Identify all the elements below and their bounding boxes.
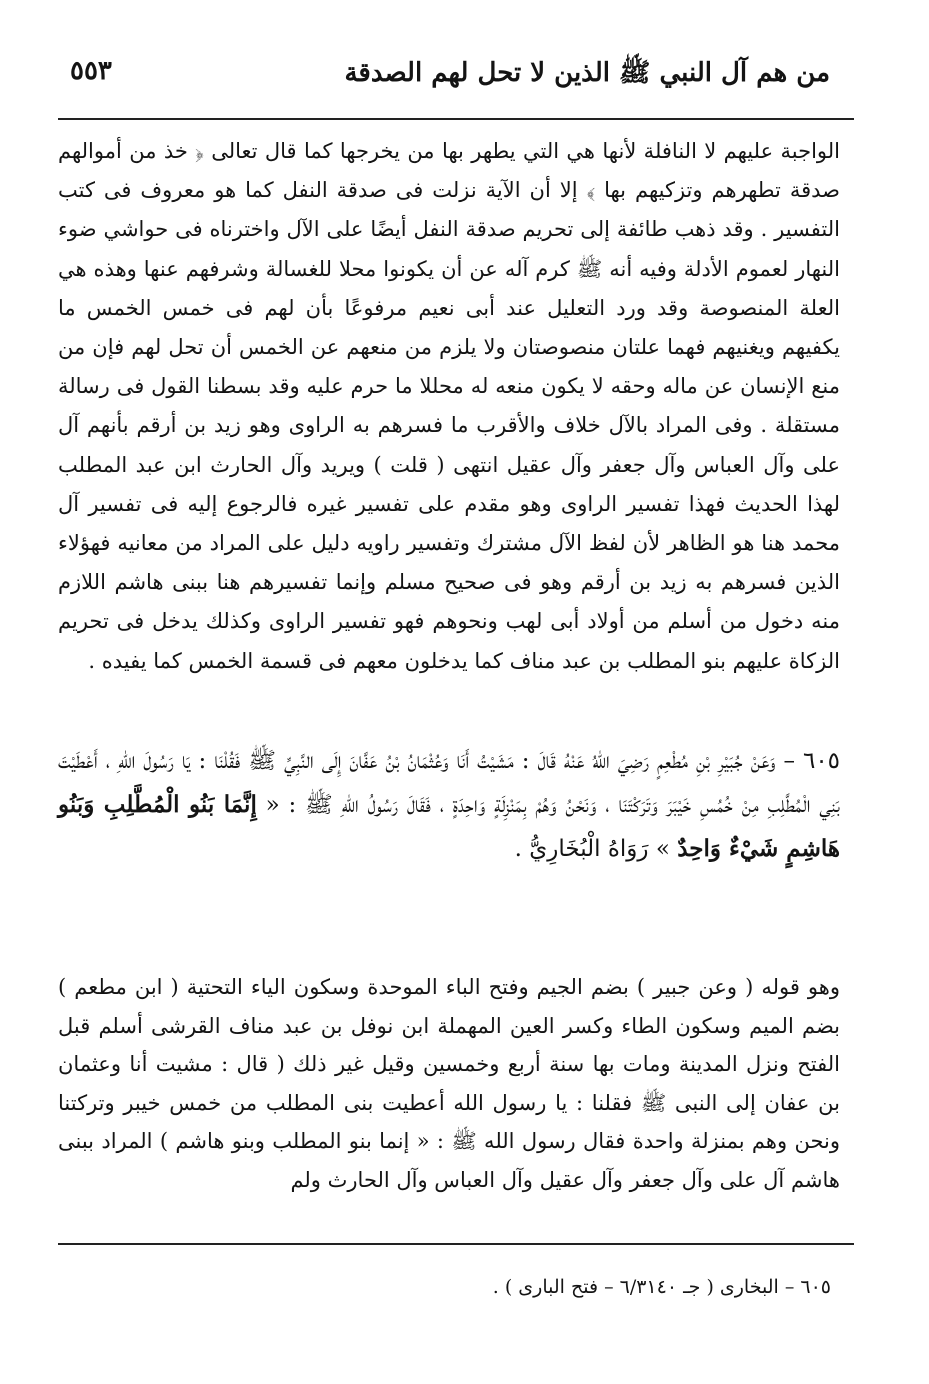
hadith-source: » رَوَاهُ الْبُخَارِيُّ .	[514, 836, 670, 862]
commentary-paragraph: الواجبة عليهم لا النافلة لأنها هي التي يطهر بها من يخرجها كما قال تعالى ﴿ خذ من أموالهم صدقة تطهرهم وتزكيهم بها ﴾ إلا أن الآية نزلت فى صدقة النفل كما هو معروف فى كتب التفسير . وقد ذهب طائفة إلى تحريم صدقة النفل أيضًا على الآل واخترناه فى حواشي ضوء النهار لعموم الأدلة وفيه أنه ﷺ كرم آله عن أن يكونوا محلا للغسالة وشرفهم عنها وهذه هي العلة المنصوصة وقد ورد التعليل عند أبى نعيم مرفوعًا بأن لهم فى خمس الخمس ما يكفيهم ويغنيهم فهما علتان منصوصتان ولا يلزم من منعهم عن الخمس أن تحل لهم فإن من منع الإنسان عن ماله وحقه لا يكون منعه له محللا ما حرم عليه وقد بسطنا القول فى رسالة مستقلة . وفى المراد بالآل خلاف والأقرب ما فسرهم به الراوى وهو زيد بن أرقم بأنهم آل على وآل العباس وآل جعفر وآل عقيل انتهى ( قلت ) ويريد وآل الحارث ابن عبد المطلب لهذا الحديث فهذا تفسير الراوى وهو مقدم على تفسير غيره فالرجوع إليه فى تفسير آل محمد هنا هو الظاهر لأن لفظ الآل مشترك وتفسير راويه دليل على المراد من معانيه فهؤلاء الذين فسرهم به زيد بن أرقم وهو فى صحيح مسلم وإنما تفسيرهم هنا ببنى هاشم اللازم منه دخول من أسلم من أولاد أبى لهب ونحوهم فهو تفسير الراوى وكذلك يدخل فى تحريم الزكاة عليهم بنو المطلب بن عبد مناف كما يدخلون معهم فى قسمة الخمس كما يفيده .	[58, 139, 840, 673]
hadith-number: ٦٠٥ –	[783, 748, 841, 774]
page-header	[60, 52, 830, 102]
hadith-605	[58, 740, 840, 871]
footnote-rule	[58, 1243, 854, 1245]
hadith-quote: إِنَّمَا بَنُو الْمُطَّلِبِ وَبَنُو هَاشِمٍ شَيْءٌ وَاحِدٌ	[58, 791, 840, 862]
footnote: ٦٠٥ – البخارى ( جـ ٦/٣١٤٠ – فتح البارى ) .	[492, 1276, 831, 1298]
page-number: ٥٥٣	[70, 56, 112, 86]
hadith-text: وَعَنْ جُبَيْرِ بْنِ مُطْعِمٍ رَضِيَ اللهُ عَنْهُ قَالَ : مَشَيْتُ أَنَا وَعُثْمَانُ بْنُ عَفَّانَ إِلَى النَّبِيِّ ﷺ فَقُلْنَا : يَا رَسُولَ اللهِ ، أَعْطَيْتَ بَنِي الْمُطَّلِبِ مِنْ خُمُسِ خَيْبَرَ وَتَرَكْتَنَا ، وَنَحْنُ وَهُمْ بِمَنْزِلَةٍ وَاحِدَةٍ ، فَقَالَ رَسُولُ اللهِ ﷺ : «	[58, 748, 840, 818]
explanation-paragraph: وهو قوله ( وعن جبير ) بضم الجيم وفتح الباء الموحدة وسكون الياء التحتية ( ابن مطعم ) بضم الميم وسكون الطاء وكسر العين المهملة ابن نوفل بن عبد مناف القرشى أسلم قبل الفتح ونزل المدينة ومات بها سنة أربع وخمسين وقيل غير ذلك ( قال : مشيت أنا وعثمان بن عفان إلى النبى ﷺ فقلنا : يا رسول الله أعطيت بنى المطلب من خمس خيبر وتركتنا ونحن وهم بمنزلة واحدة فقال رسول الله ﷺ : « إنما بنو المطلب وبنو هاشم ) المراد ببنى هاشم آل على وآل جعفر وآل عقيل وآل العباس وآل الحارث ولم	[58, 975, 840, 1192]
running-title: من هم آل النبي ﷺ الذين لا تحل لهم الصدقة	[344, 58, 830, 88]
header-rule	[58, 118, 854, 120]
